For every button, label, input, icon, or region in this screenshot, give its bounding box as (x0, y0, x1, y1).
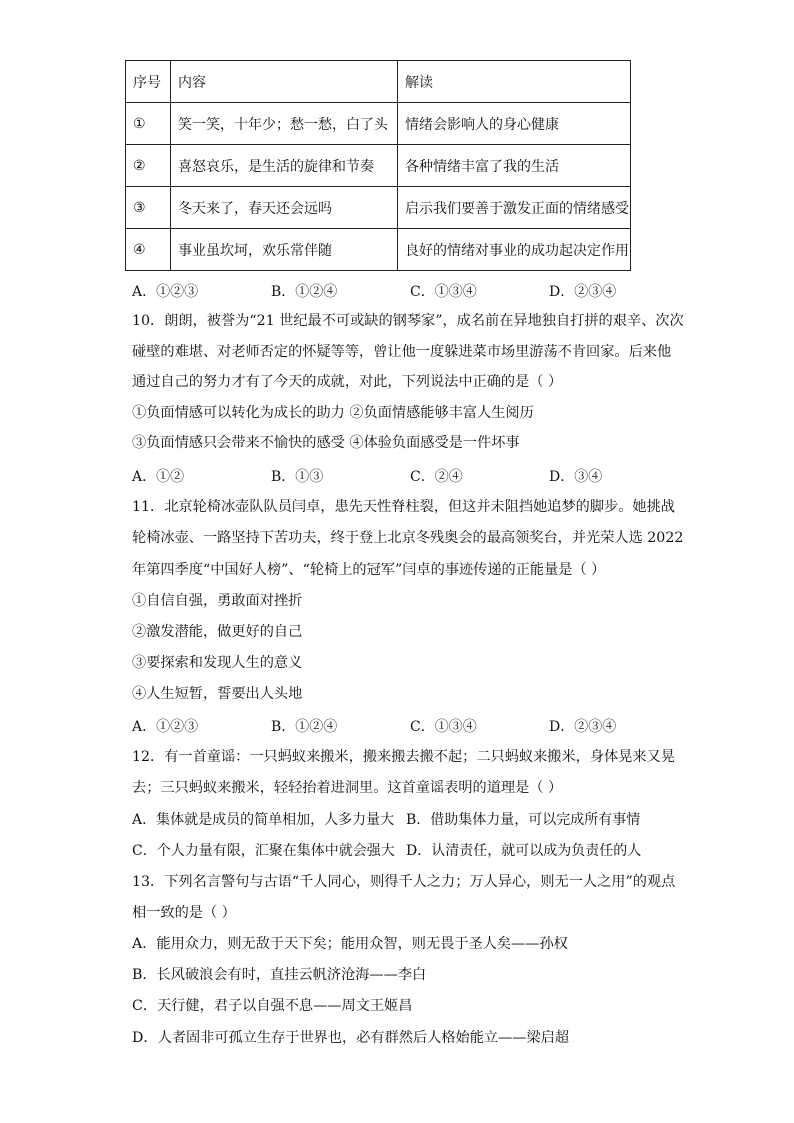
row-reading: 启示我们要善于激发正面的情绪感受 (398, 187, 631, 229)
row-number: ① (126, 103, 171, 145)
q12-stem-line-1: 12．有一首童谣：一只蚂蚁来搬米，搬来搬去搬不起；二只蚂蚁来搬米，身体晃来又晃 (132, 749, 675, 765)
q11-option-d: D．②③④ (549, 719, 617, 735)
q13-option-c: C．天行健，君子以自强不息——周文王姬昌 (132, 998, 413, 1014)
row-content: 冬天来了，春天还会远吗 (171, 187, 398, 229)
q12-option-d: D．认清责任，就可以成为负责任的人 (406, 843, 642, 859)
header-content: 内容 (171, 61, 398, 103)
q9-option-b: B．①②④ (271, 284, 338, 300)
q13-stem-line-1: 13．下列名言警句与古语“千人同心，则得千人之力；万人异心，则无一人之用”的观点 (132, 874, 676, 890)
q11-statement-2: ②激发潜能，做更好的自己 (132, 624, 303, 640)
table-row (126, 103, 631, 145)
row-reading: 情绪会影响人的身心健康 (398, 103, 631, 145)
question-9-table (125, 60, 631, 271)
q11-stem-line-2: 轮椅冰壶、一路坚持下苦功夫，终于登上北京冬残奥会的最高领奖台，并光荣人选 2022 (132, 530, 684, 546)
q12-stem-line-2: 去；三只蚂蚁来搬米，轻轻抬着进洞里。这首童谣表明的道理是（ ） (132, 780, 563, 796)
q11-option-c: C．①③④ (410, 719, 477, 735)
q11-option-a: A．①②③ (132, 719, 199, 735)
q9-option-d: D．②③④ (549, 284, 617, 300)
q12-option-c: C．个人力量有限，汇聚在集体中就会强大 (132, 843, 395, 859)
q10-stem-line-3: 通过自己的努力才有了今天的成就，对此，下列说法中正确的是（ ） (132, 374, 563, 390)
table-row (126, 229, 631, 271)
table-header-row (126, 61, 631, 103)
q10-option-b: B．①③ (271, 469, 324, 485)
q13-stem-line-2: 相一致的是（ ） (132, 905, 236, 921)
row-number: ② (126, 145, 171, 187)
q9-option-c: C．①③④ (410, 284, 477, 300)
q11-statement-1: ①自信自强，勇敢面对挫折 (132, 593, 303, 609)
q13-option-a: A．能用众力，则无敌于天下矣；能用众智，则无畏于圣人矣——孙权 (132, 936, 568, 952)
row-number: ③ (126, 187, 171, 229)
q13-option-b: B．长风破浪会有时，直挂云帆济沧海——李白 (132, 967, 427, 983)
header-number: 序号 (126, 61, 171, 103)
header-reading: 解读 (398, 61, 631, 103)
row-content: 事业虽坎坷，欢乐常伴随 (171, 229, 398, 271)
q10-statement-line-2: ③负面情感只会带来不愉快的感受 ④体验负面感受是一件坏事 (132, 435, 520, 451)
q12-option-b: B．借助集体力量，可以完成所有事情 (406, 812, 641, 828)
q11-statement-3: ③要探索和发现人生的意义 (132, 655, 303, 671)
q10-stem-line-1: 10．朗朗，被誉为“21 世纪最不可或缺的钢琴家”，成名前在异地独自打拼的艰辛、次次 (132, 313, 684, 329)
row-content: 喜怒哀乐，是生活的旋律和节奏 (171, 145, 398, 187)
q10-stem-line-2: 碰壁的难堪、对老师否定的怀疑等等，曾让他一度躲进菜市场里游荡不肯回家。后来他 (132, 344, 672, 360)
row-reading: 良好的情绪对事业的成功起决定作用 (398, 229, 631, 271)
q10-option-d: D．③④ (549, 469, 603, 485)
q11-stem-line-1: 11．北京轮椅冰壶队队员闫卓，患先天性脊柱裂，但这并未阻挡她追梦的脚步。她挑战 (132, 499, 675, 515)
q11-statement-4: ④人生短暂，誓要出人头地 (132, 686, 303, 702)
q11-stem-line-3: 年第四季度“中国好人榜”、“轮椅上的冠军”闫卓的事迹传递的正能量是（ ） (132, 562, 606, 578)
q9-option-a: A．①②③ (132, 284, 199, 300)
q10-statement-line-1: ①负面情感可以转化为成长的助力 ②负面情感能够丰富人生阅历 (132, 405, 534, 421)
row-content: 笑一笑，十年少；愁一愁，白了头 (171, 103, 398, 145)
row-number: ④ (126, 229, 171, 271)
row-reading: 各种情绪丰富了我的生活 (398, 145, 631, 187)
table-row (126, 145, 631, 187)
table-row (126, 187, 631, 229)
q13-option-d: D．人者固非可孤立生存于世界也，必有群然后人格始能立——梁启超 (132, 1030, 570, 1046)
q10-option-c: C．②④ (410, 469, 463, 485)
q11-option-b: B．①②④ (271, 719, 338, 735)
q10-option-a: A．①② (132, 469, 185, 485)
q12-option-a: A．集体就是成员的简单相加，人多力量大 (132, 812, 395, 828)
